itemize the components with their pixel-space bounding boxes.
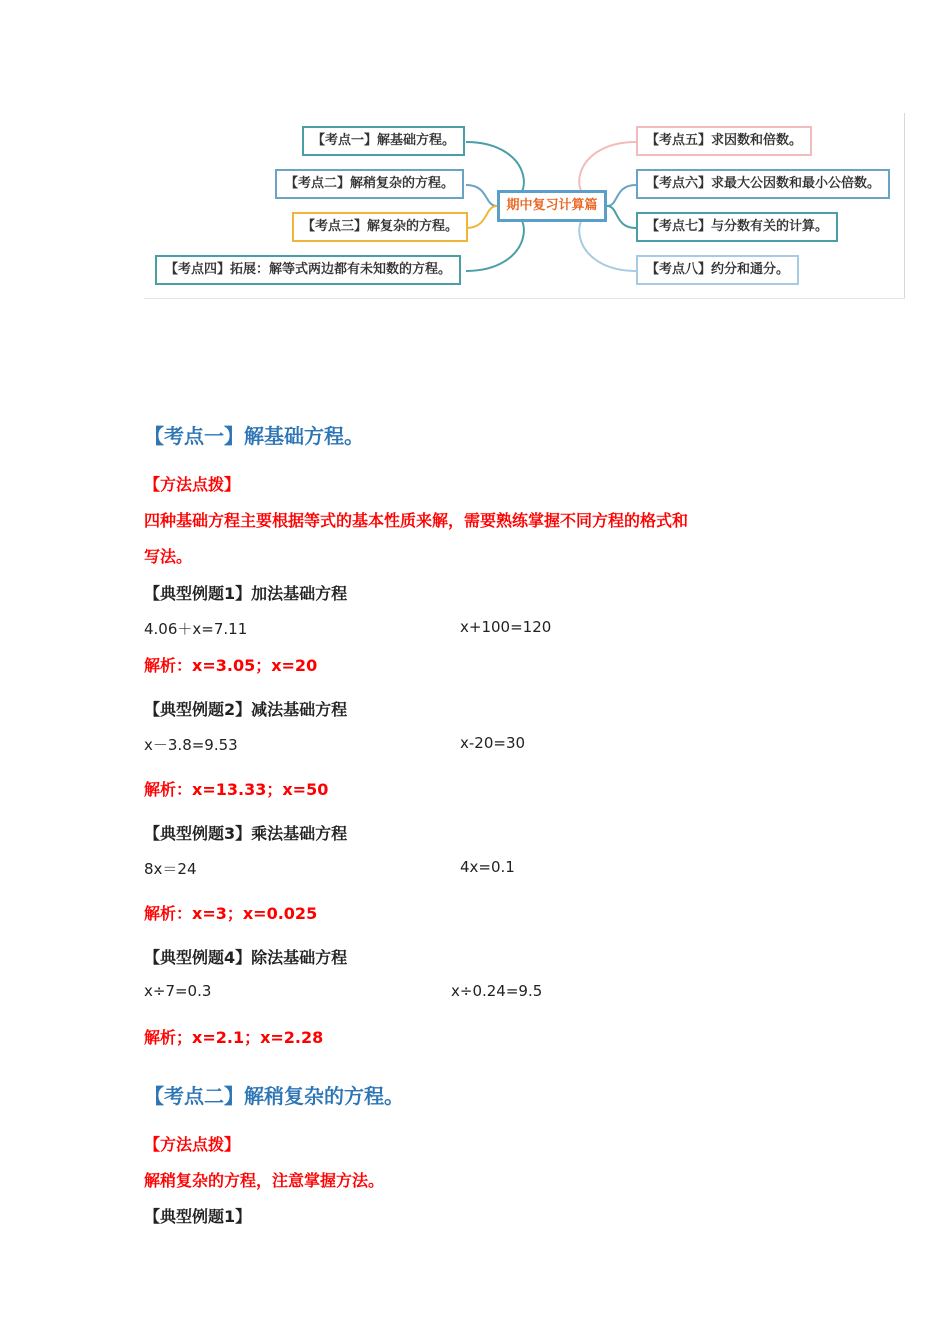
example2-title: 【典型例题2】减法基础方程 [144,700,348,719]
section2-method-heading: 【方法点拨】 [144,1135,241,1154]
example4-equation-1: x÷7=0.3 [144,982,212,1000]
example1-equation-1: 4.06＋x=7.11 [144,620,248,638]
link-right-2 [607,185,636,206]
mindmap-center-node: 期中复习计算篇 [497,190,607,222]
example3-equation-1: 8x＝24 [144,860,197,878]
example4-equation-2: x÷0.24=9.5 [451,982,543,1000]
example3-answer: 解析：x=3；x=0.025 [144,904,318,923]
example1-title: 【典型例题1】加法基础方程 [144,584,348,603]
node-topic-6: 【考点六】求最大公因数和最小公倍数。 [636,169,890,199]
section2-method-text: 解稍复杂的方程，注意掌握方法。 [144,1171,385,1190]
section2-title: 【考点二】解稍复杂的方程。 [144,1084,404,1108]
node-topic-8: 【考点八】约分和通分。 [636,255,799,285]
node-topic-4: 【考点四】拓展：解等式两边都有未知数的方程。 [155,255,461,285]
section1-method-text-line2: 写法。 [144,547,193,566]
node-topic-3: 【考点三】解复杂的方程。 [292,212,468,242]
example2-equation-2: x-20=30 [460,734,526,752]
node-topic-5: 【考点五】求因数和倍数。 [636,126,812,156]
section2-example1-title: 【典型例题1】 [144,1207,252,1226]
section1-method-heading: 【方法点拨】 [144,475,241,494]
mindmap-diagram [144,113,905,299]
node-topic-7: 【考点七】与分数有关的计算。 [636,212,838,242]
example2-equation-1: x－3.8=9.53 [144,736,238,754]
example1-answer: 解析：x=3.05；x=20 [144,656,318,675]
example3-equation-2: 4x=0.1 [460,858,515,876]
section1-method-text-line1: 四种基础方程主要根据等式的基本性质来解，需要熟练掌握不同方程的格式和 [144,511,689,530]
section1-title: 【考点一】解基础方程。 [144,424,364,448]
example3-title: 【典型例题3】乘法基础方程 [144,824,348,843]
example4-title: 【典型例题4】除法基础方程 [144,948,348,967]
example1-equation-2: x+100=120 [460,618,552,636]
link-right-3 [607,206,636,228]
node-topic-1: 【考点一】解基础方程。 [302,126,465,156]
link-left-3 [466,206,497,228]
link-left-2 [466,185,497,206]
node-topic-2: 【考点二】解稍复杂的方程。 [275,169,464,199]
example2-answer: 解析：x=13.33；x=50 [144,780,329,799]
example4-answer: 解析；x=2.1；x=2.28 [144,1028,324,1047]
